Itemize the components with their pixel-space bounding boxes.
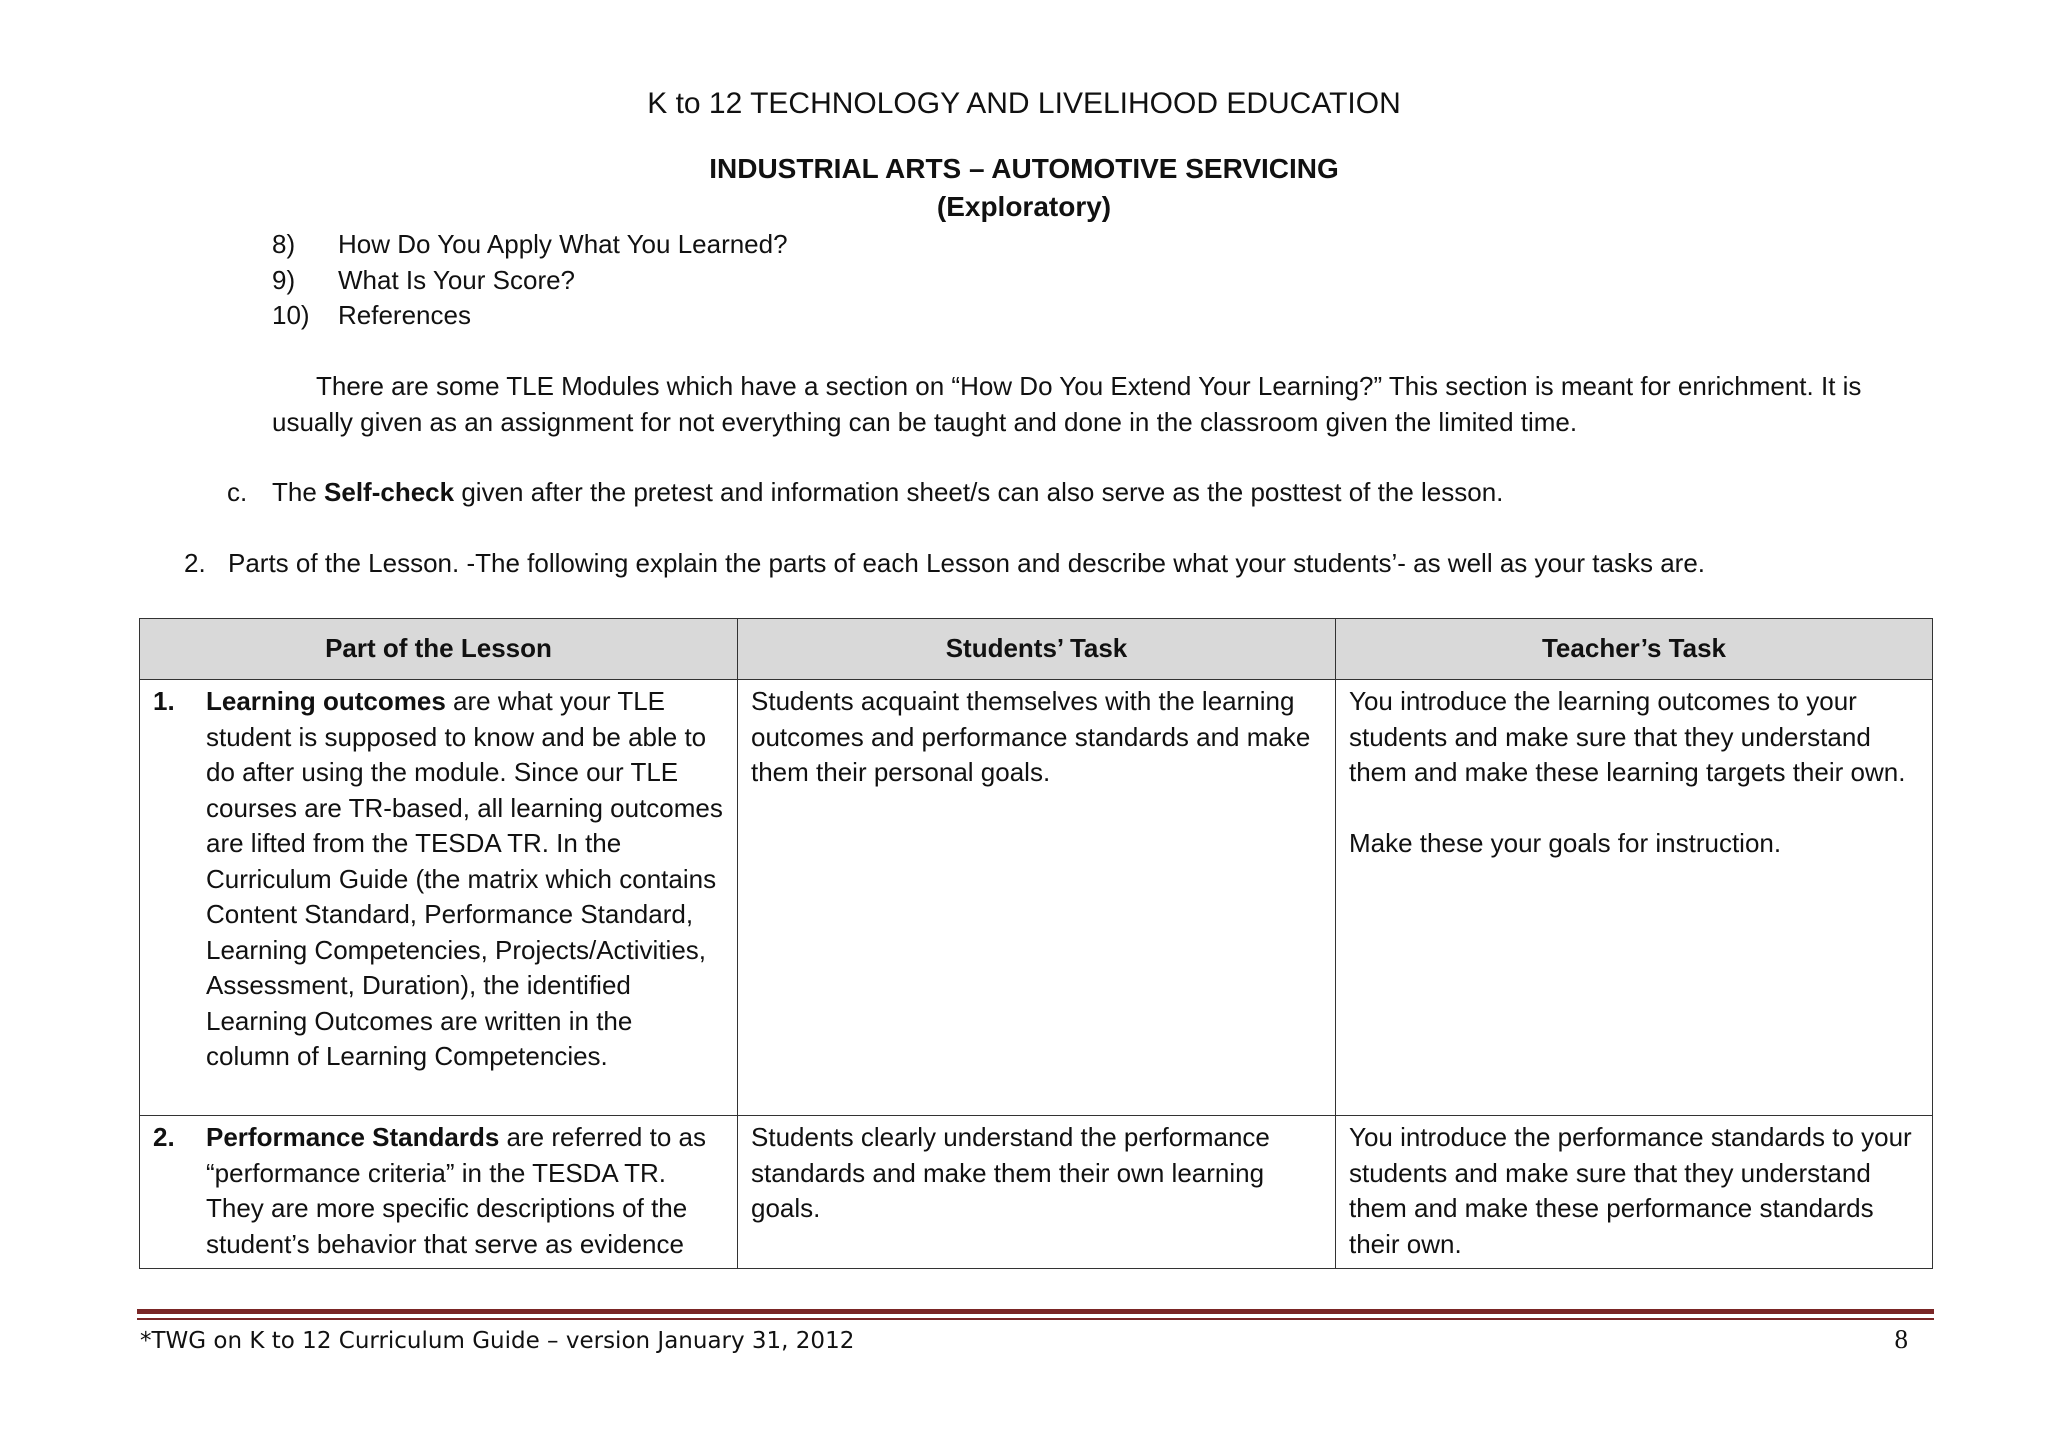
parts-of-lesson-text: Parts of the Lesson. -The following explain the parts of each Lesson and describe what your students’- as well as your tasks are. — [228, 548, 1706, 578]
teachers-task-note: Make these your goals for instruction. — [1349, 828, 1782, 858]
table-header-row — [140, 619, 1933, 680]
teachers-task-cell: You introduce the performance standards to your students and make sure that they understand them and make these performance standards their own. — [1336, 1116, 1933, 1269]
part-description — [206, 1120, 723, 1262]
teachers-task-cell — [1336, 680, 1933, 1116]
header-students-task: Students’ Task — [738, 619, 1336, 680]
students-task-cell: Students clearly understand the performance standards and make them their own learning goals. — [738, 1116, 1336, 1269]
header-part-of-lesson: Part of the Lesson — [140, 619, 738, 680]
part-cell — [140, 680, 738, 1116]
part-term: Learning outcomes — [206, 686, 446, 716]
page-number: 8 — [1894, 1324, 1908, 1354]
list-item — [272, 227, 788, 263]
header-teachers-task: Teacher’s Task — [1336, 619, 1933, 680]
list-item-number: 8) — [272, 229, 296, 259]
teachers-task-text: You introduce the learning outcomes to your students and make sure that they understand them and make these learning targets their own. — [1349, 686, 1906, 787]
self-check-lead: The — [272, 477, 325, 507]
table-row — [140, 1116, 1933, 1269]
document-subtitle — [0, 150, 2048, 226]
extend-learning-text: There are some TLE Modules which have a section on “How Do You Extend Your Learning?” This section is meant for enrichment. It is usually given as an assignment for not everything can be taught and done in the classroom given the limited time. — [272, 371, 1862, 437]
list-item-number: 10) — [272, 300, 310, 330]
table-row — [140, 680, 1933, 1116]
self-check-rest: given after the pretest and information sheet/s can also serve as the posttest of the lesson. — [454, 477, 1504, 507]
extend-learning-paragraph — [272, 369, 1932, 440]
list-item-number: 9) — [272, 264, 296, 295]
list-item-text: References — [338, 300, 471, 330]
row-number: 2. — [153, 1122, 175, 1152]
lesson-parts-table — [139, 618, 1933, 1269]
item-marker: c. — [227, 477, 248, 507]
list-item — [272, 298, 788, 334]
footer-note: *TWG on K to 12 Curriculum Guide – version January 31, 2012 — [140, 1328, 855, 1354]
list-item-text: How Do You Apply What You Learned? — [338, 229, 788, 259]
footer-divider — [137, 1309, 1934, 1314]
item-marker: 2. — [184, 548, 206, 578]
list-item-text: What Is Your Score? — [338, 264, 576, 295]
subtitle-line-1: INDUSTRIAL ARTS – AUTOMOTIVE SERVICING — [709, 153, 1339, 184]
part-definition: are what your TLE student is supposed to know and be able to do after using the module. Since our TLE courses are TR-based, all learning outcomes are lifted from the TESDA TR. In the Curriculum Guide (the matrix which contains Content Standard, Performance Standard, Learning Competencies, Projects/Activities, Assessment, Duration), the identified Learning Outcomes are written in the column of Learning Competencies. — [206, 686, 723, 1071]
row-number: 1. — [153, 686, 175, 716]
parts-of-lesson-item — [184, 546, 1705, 582]
part-description — [206, 684, 723, 1075]
part-cell — [140, 1116, 738, 1269]
part-term: Performance Standards — [206, 1122, 500, 1152]
self-check-bold: Self-check — [324, 477, 455, 507]
subtitle-line-2: (Exploratory) — [936, 191, 1112, 222]
footer-divider-thin — [137, 1318, 1934, 1320]
self-check-item — [227, 475, 1503, 511]
part-definition: are referred to as “performance criteria” in the TESDA TR. They are more specific descriptions of the student’s behavior that serve as evidence — [206, 1122, 706, 1259]
lesson-parts-list — [272, 227, 788, 334]
document-title: K to 12 TECHNOLOGY AND LIVELIHOOD EDUCATION — [647, 87, 1401, 120]
students-task-cell: Students acquaint themselves with the learning outcomes and performance standards and make them their personal goals. — [738, 680, 1336, 1116]
list-item — [272, 263, 788, 299]
